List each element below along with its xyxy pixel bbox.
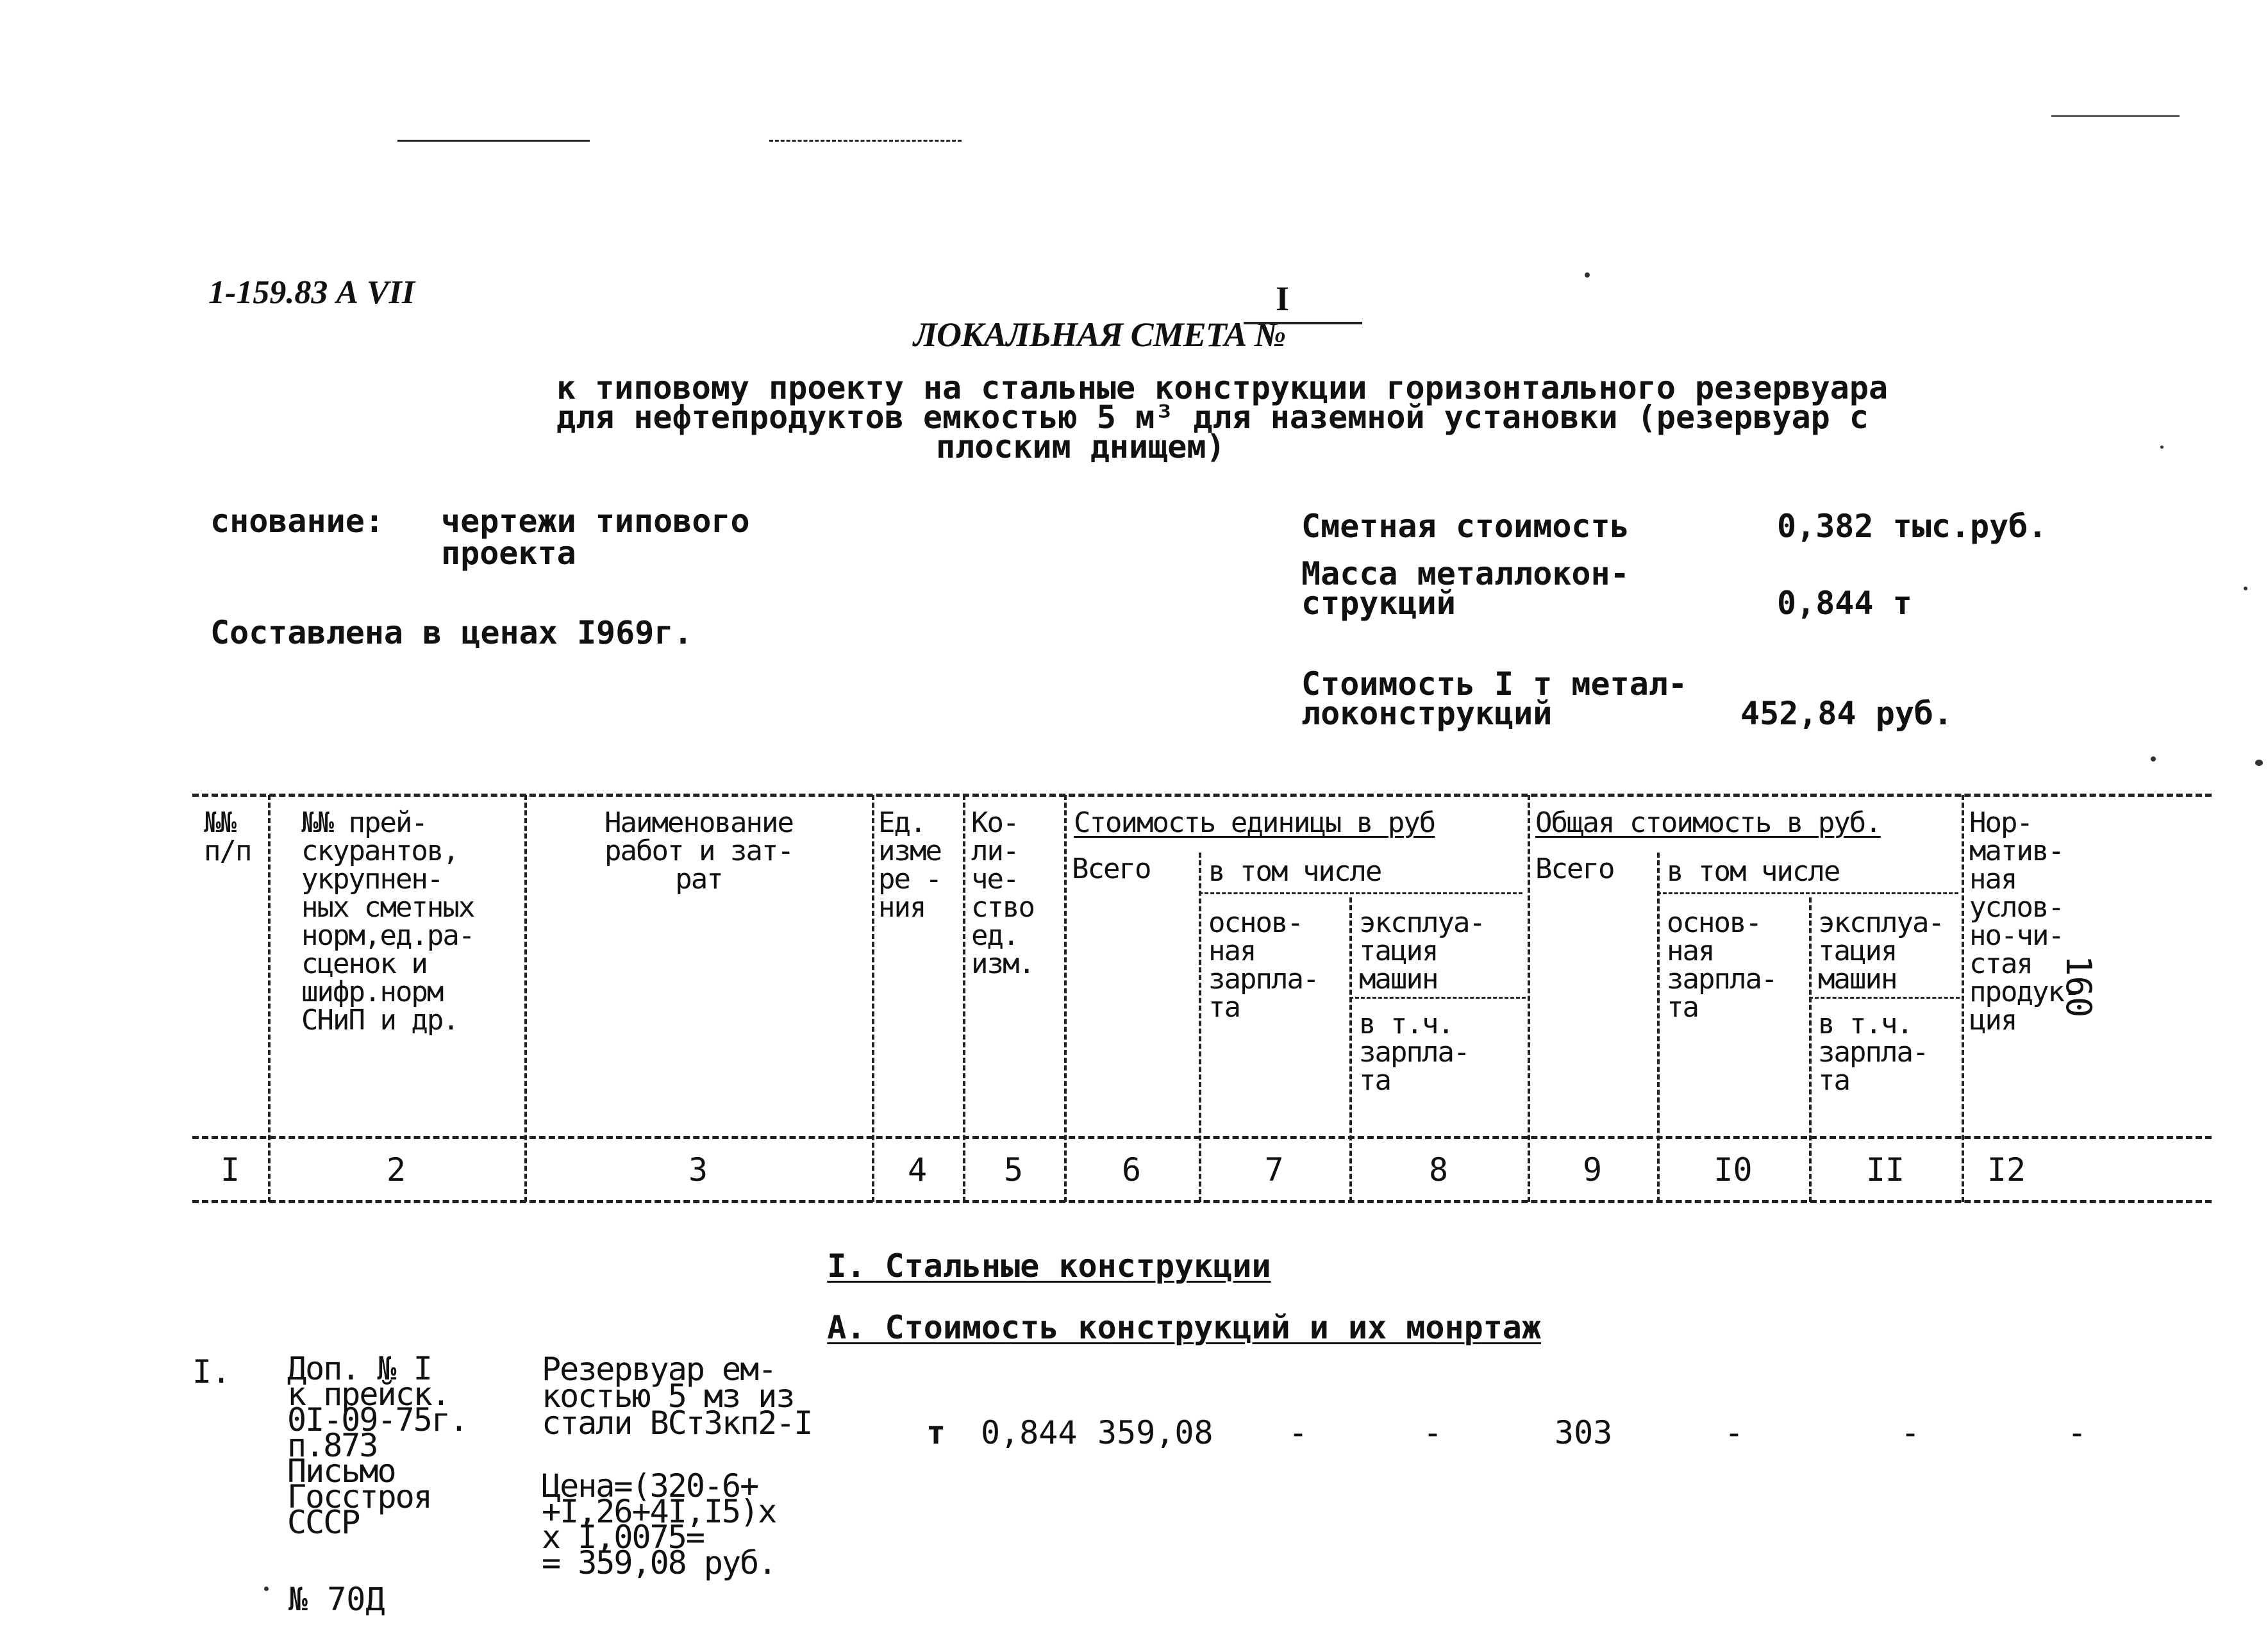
basis-value-line-2: проекта bbox=[441, 535, 576, 572]
unit-cost-label-line-1: Стоимость I т метал- bbox=[1301, 665, 1688, 703]
header-col5: Ко- ли- че- ство ед. изм. bbox=[971, 806, 1034, 980]
document-code: 1-159.83 А VII bbox=[208, 274, 415, 311]
row-unit: т bbox=[926, 1414, 946, 1451]
subtitle-line-3: плоским днищем) bbox=[936, 428, 1226, 465]
subheader-line bbox=[1199, 892, 1522, 894]
col-separator bbox=[1064, 795, 1067, 1202]
col-separator bbox=[963, 795, 965, 1202]
header-unit-total: Всего bbox=[1072, 853, 1151, 885]
col-separator bbox=[1528, 795, 1530, 1202]
col-separator bbox=[872, 795, 874, 1202]
section-title-text: I. Стальные конструкции bbox=[827, 1247, 1271, 1285]
row-formula: Цена=(320-6+ +I,26+4I,I5)х х I,0075= = 359,08 руб. bbox=[542, 1467, 776, 1581]
col-number-5: 5 bbox=[1003, 1151, 1024, 1188]
col-number-7: 7 bbox=[1264, 1151, 1284, 1188]
unit-cost-label-line-2: локонструкций bbox=[1301, 695, 1553, 732]
row-unit-machine: - bbox=[1423, 1414, 1443, 1451]
side-page-number: 160 bbox=[2058, 955, 2099, 1018]
header-unit-cost-group: Стоимость единицы в руб bbox=[1074, 806, 1435, 839]
header-unit-machine: эксплуа- тация машин bbox=[1359, 906, 1485, 996]
mass-value: 0,844 т bbox=[1777, 585, 1912, 622]
title-number: I bbox=[1276, 279, 1290, 318]
scan-speck bbox=[2244, 587, 2247, 590]
header-col1: №№ п/п bbox=[204, 806, 251, 867]
estimated-cost-value: 0,382 тыс.руб. bbox=[1777, 508, 2047, 545]
basis-value-line-1: чертежи типового bbox=[441, 503, 750, 540]
title-number-underline bbox=[1244, 322, 1362, 324]
scan-line bbox=[397, 140, 590, 142]
header-col2: №№ прей- скурантов, укрупнен- ных сметных норм,ед.ра- сценок и шифр.норм СНиП и др. bbox=[301, 806, 474, 1037]
col-number-9: 9 bbox=[1582, 1151, 1603, 1188]
col-number-10: I0 bbox=[1714, 1151, 1753, 1188]
title-text: ЛОКАЛЬНАЯ СМЕТА № bbox=[913, 315, 1286, 354]
row-quantity: 0,844 bbox=[981, 1414, 1078, 1451]
header-col4: Ед. изме ре - ния bbox=[878, 806, 941, 924]
row-product: - bbox=[2067, 1414, 2087, 1451]
table-top-border bbox=[192, 794, 2212, 797]
col-number-8: 8 bbox=[1428, 1151, 1449, 1188]
row-name: Резервуар ем- костью 5 мз из стали ВСт3кп2-I bbox=[542, 1351, 812, 1442]
col-separator bbox=[1657, 853, 1660, 1202]
row-total-machine: - bbox=[1901, 1414, 1921, 1451]
scan-speck bbox=[264, 1587, 269, 1591]
col-number-3: 3 bbox=[688, 1151, 708, 1188]
row-total-wage: - bbox=[1724, 1414, 1744, 1451]
header-col12: Нор- матив- ная услов- но-чи- стая продук- ция bbox=[1969, 806, 2080, 1037]
subtitle-line-2: для нефтепродуктов емкостью 5 м³ для наземной установки (резервуар с bbox=[556, 399, 1869, 436]
table-colnum-bottom-border bbox=[192, 1200, 2212, 1203]
col-separator bbox=[524, 795, 527, 1202]
subheader-line bbox=[1349, 997, 1526, 999]
header-total-cost-group: Общая стоимость в руб. bbox=[1535, 806, 1881, 839]
col-separator bbox=[268, 795, 271, 1202]
header-sum-total: Всего bbox=[1535, 853, 1614, 885]
header-sum-machine: эксплуа- тация машин bbox=[1818, 906, 1944, 996]
row-reference: Доп. № I к прейск. 0I-09-75г. п.873 Письмо Госстроя СССР bbox=[287, 1350, 468, 1541]
mass-label-line-2: струкций bbox=[1301, 585, 1456, 622]
basis-label: снование: bbox=[210, 503, 384, 540]
mass-label-line-1: Масса металлокон- bbox=[1301, 555, 1630, 592]
header-unit-including: в том числе bbox=[1208, 855, 1381, 888]
col-number-2: 2 bbox=[386, 1151, 406, 1188]
header-unit-basic-wage: основ- ная зарпла- та bbox=[1208, 906, 1319, 1024]
col-number-1: I bbox=[220, 1151, 240, 1188]
header-unit-incl-wage: в т.ч. зарпла- та bbox=[1359, 1008, 1469, 1097]
col-number-4: 4 bbox=[907, 1151, 928, 1188]
prices-note: Составлена в ценах I969г. bbox=[210, 614, 693, 651]
scan-line bbox=[769, 140, 962, 142]
col-number-12: I2 bbox=[1987, 1151, 2026, 1188]
estimated-cost-label: Сметная стоимость bbox=[1301, 508, 1630, 545]
row-unit-total: 359,08 bbox=[1097, 1414, 1213, 1451]
row-unit-wage: - bbox=[1288, 1414, 1308, 1451]
subheader-line bbox=[1657, 892, 1958, 894]
scan-speck bbox=[2160, 446, 2164, 449]
subsection-title-text: А. Стоимость конструкций и их монртаж bbox=[827, 1309, 1542, 1346]
scan-speck bbox=[2255, 760, 2263, 766]
subsection-title bbox=[788, 1279, 1541, 1344]
scan-speck bbox=[2151, 756, 2156, 762]
subtitle-line-1: к типовому проекту на стальные конструкции горизонтального резервуара bbox=[556, 369, 1889, 406]
page-title bbox=[897, 281, 1285, 353]
col-number-11: II bbox=[1865, 1151, 1905, 1188]
table-header-bottom-border bbox=[192, 1136, 2212, 1139]
scan-speck bbox=[1585, 272, 1590, 278]
col-separator bbox=[1962, 795, 1964, 1202]
header-sum-including: в том числе bbox=[1667, 855, 1840, 888]
row-reference-extra: № 70Д bbox=[288, 1581, 385, 1618]
unit-cost-value: 452,84 руб. bbox=[1740, 695, 1953, 732]
header-sum-incl-wage: в т.ч. зарпла- та bbox=[1818, 1008, 1928, 1097]
row-number: I. bbox=[192, 1353, 231, 1390]
header-sum-basic-wage: основ- ная зарпла- та bbox=[1667, 906, 1777, 1024]
col-number-6: 6 bbox=[1121, 1151, 1142, 1188]
scan-line bbox=[2051, 115, 2180, 117]
section-title bbox=[788, 1218, 1271, 1285]
subheader-line bbox=[1809, 997, 1960, 999]
col-separator bbox=[1199, 853, 1201, 1202]
row-total: 303 bbox=[1555, 1414, 1613, 1451]
header-col3: Наименование работ и зат- рат bbox=[605, 806, 793, 896]
